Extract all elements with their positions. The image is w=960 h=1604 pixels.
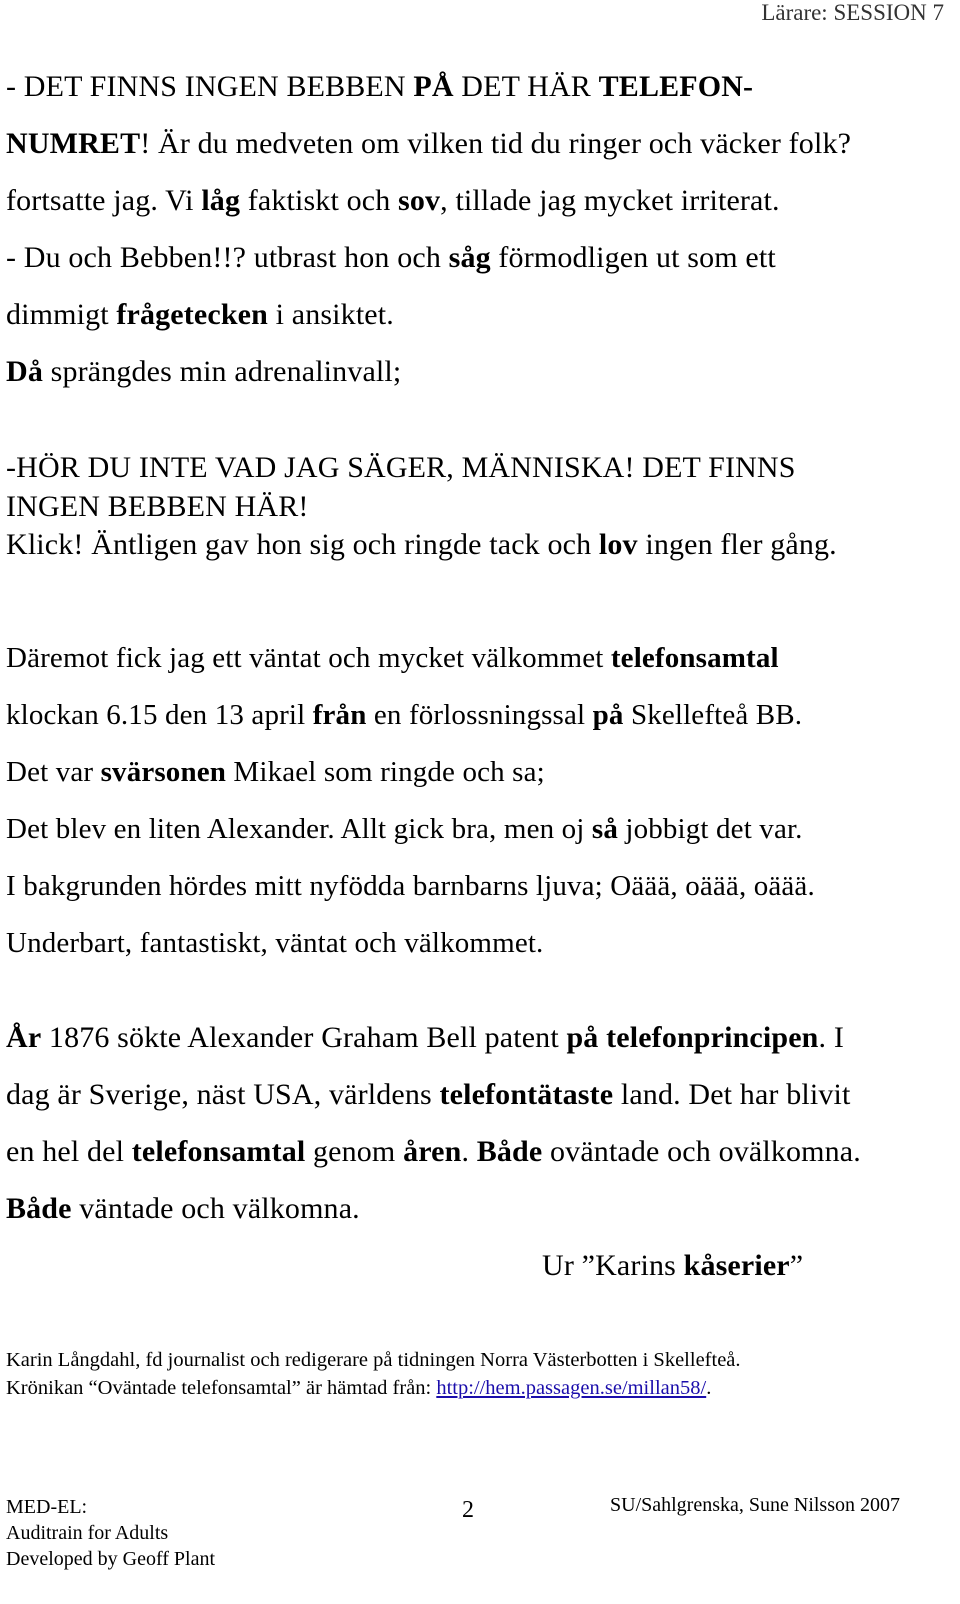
footer-right: SU/Sahlgrenska, Sune Nilsson 2007 [610,1494,900,1516]
text-line: -HÖR DU INTE VAD JAG SÄGER, MÄNNISKA! DET FINNS [6,451,796,484]
text-line: Underbart, fantastiskt, väntat och välkommet. [6,927,544,959]
footer-left-line: Auditrain for Adults [6,1522,169,1544]
text-line: - Du och Bebben!!? utbrast hon och såg förmodligen ut som ett [6,241,776,274]
source-line: Ur ”Karins kåserier” [542,1249,804,1282]
text-line: klockan 6.15 den 13 april från en förlossningssal på Skellefteå BB. [6,699,803,731]
text-line: NUMRET! Är du medveten om vilken tid du ringer och väcker folk? [6,127,852,160]
attribution-line: Krönikan “Oväntade telefonsamtal” är hämtad från: http://hem.passagen.se/millan58/. [6,1377,712,1399]
text-line: I bakgrunden hördes mitt nyfödda barnbarns ljuva; Oäää, oäää, oäää. [6,870,815,902]
text-line: Det blev en liten Alexander. Allt gick bra, men oj så jobbigt det var. [6,813,803,845]
text-line: Då sprängdes min adrenalinvall; [6,355,402,388]
text-line: dimmigt frågetecken i ansiktet. [6,298,394,331]
source-link[interactable]: http://hem.passagen.se/millan58/ [436,1377,707,1399]
text-line: Däremot fick jag ett väntat och mycket välkommet telefonsamtal [6,642,779,674]
text-line: År 1876 sökte Alexander Graham Bell patent på telefonprincipen. I [6,1021,844,1054]
text-line: dag är Sverige, näst USA, världens telefontätaste land. Det har blivit [6,1078,851,1111]
footer-left-line: Developed by Geoff Plant [6,1548,216,1570]
page-number: 2 [462,1497,474,1523]
text-line: en hel del telefonsamtal genom åren. Både oväntade och ovälkomna. [6,1135,861,1168]
footer-left-line: MED-EL: [6,1496,88,1518]
text-line: Det var svärsonen Mikael som ringde och sa; [6,756,545,788]
footer-left [6,1494,215,1572]
text-line: fortsatte jag. Vi låg faktiskt och sov, tillade jag mycket irriterat. [6,184,780,217]
text-line: Både väntade och välkomna. [6,1192,360,1225]
page-header: Lärare: SESSION 7 [761,0,944,25]
text-line: INGEN BEBBEN HÄR! [6,490,309,523]
text-line: - DET FINNS INGEN BEBBEN PÅ DET HÄR TELEFON- [6,70,754,103]
attribution-line: Karin Långdahl, fd journalist och redigerare på tidningen Norra Västerbotten i Skellefteå. [6,1349,741,1371]
text-line: Klick! Äntligen gav hon sig och ringde tack och lov ingen fler gång. [6,528,837,561]
